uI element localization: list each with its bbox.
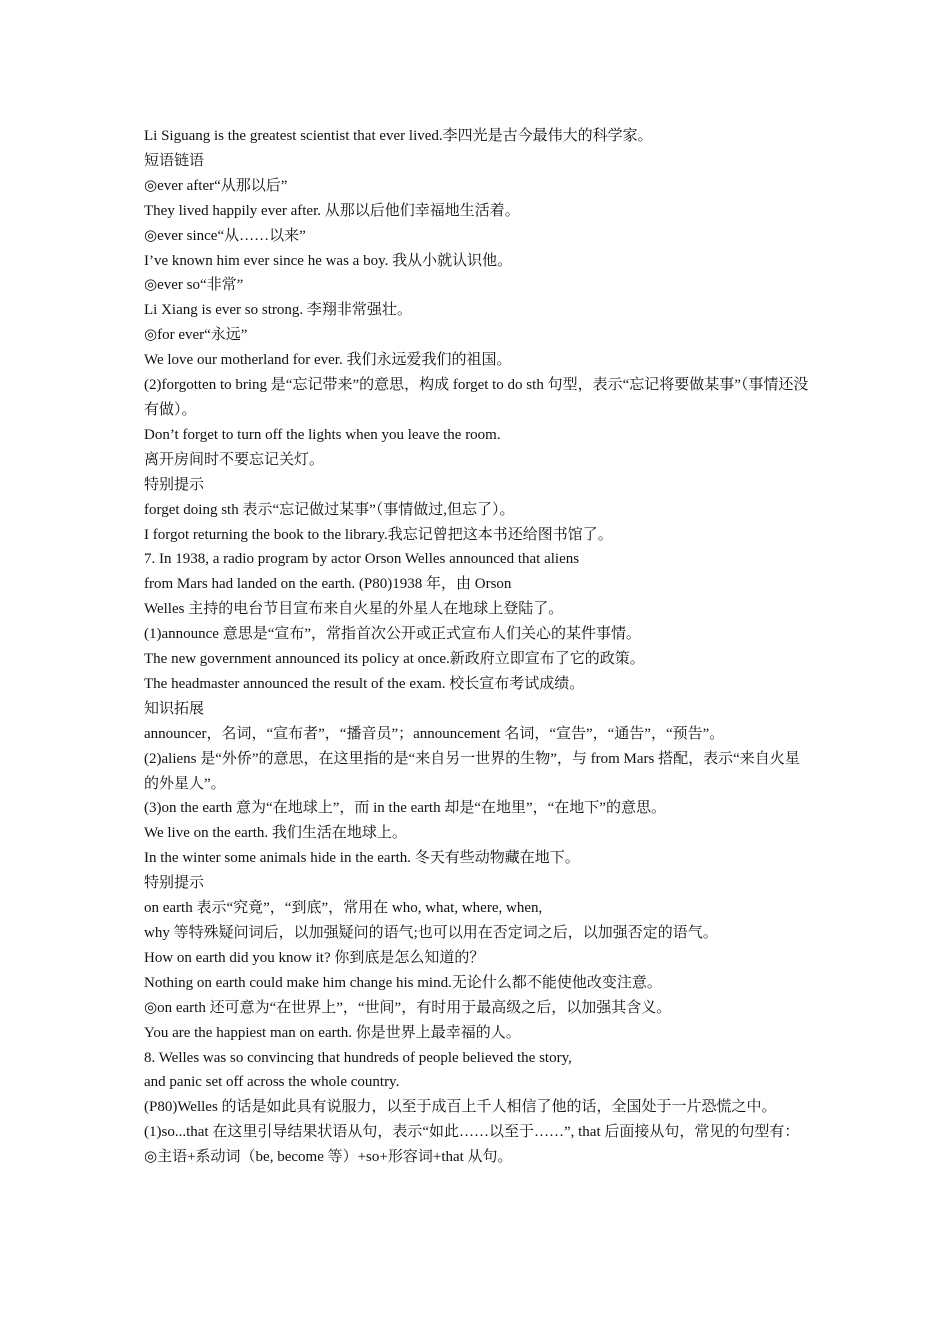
text-line: on earth 表示“究竟”，“到底”，常用在 who, what, where, when,	[144, 900, 543, 917]
example-sentence: I’ve known him ever since he was a boy. 我从小就认识他。	[144, 252, 513, 269]
explanation-paragraph: (1)so...that 在这里引导结果状语从句，表示“如此……以至于……”, that 后面接从句，常见的句型有：	[144, 1124, 800, 1141]
example-sentence: Nothing on earth could make him change his mind.无论什么都不能使他改变注意。	[144, 974, 662, 991]
translation-paragraph: (P80)Welles 的话是如此具有说服力，以至于成百上千人相信了他的话，全国处于一片恐慌之中。	[144, 1099, 777, 1116]
explanation-paragraph: (2)forgotten to bring 是“忘记带来”的意思，构成 forget to do sth 句型，表示“忘记将要做某事”（事情还没有做）。	[144, 377, 809, 418]
explanation-paragraph: (2)aliens 是“外侨”的意思，在这里指的是“来自另一世界的生物”，与 from Mars 搭配，表示“来自火星的外星人”。	[144, 750, 800, 792]
example-sentence: I forgot returning the book to the library.我忘记曾把这本书还给图书馆了。	[144, 526, 613, 543]
example-sentence: We love our motherland for ever. 我们永远爱我们的祖国。	[144, 352, 512, 369]
text-line: why 等特殊疑问词后，以加强疑问的语气;也可以用在否定词之后，以加强否定的语气。	[144, 925, 718, 941]
phrase-item: ◎ever after“从那以后”	[144, 177, 288, 194]
numbered-item: 7. In 1938, a radio program by actor Orson Welles announced that aliens	[144, 551, 580, 568]
phrase-item: ◎on earth 还可意为“在世界上”，“世间”，有时用于最高级之后，以加强其含义。	[144, 999, 672, 1016]
section-heading: 特别提示	[144, 476, 205, 493]
example-sentence: How on earth did you know it? 你到底是怎么知道的？	[144, 949, 485, 966]
document-body	[144, 124, 810, 1170]
text-line: and panic set off across the whole country.	[144, 1074, 400, 1091]
phrase-item: ◎主语+系动词（be, become 等）+so+形容词+that 从句。	[144, 1149, 513, 1166]
translation-line: 离开房间时不要忘记关灯。	[144, 451, 325, 468]
example-sentence: Li Xiang is ever so strong. 李翔非常强壮。	[144, 302, 412, 319]
explanation-paragraph: (3)on the earth 意为“在地球上”，而 in the earth 却是“在地里”，“在地下”的意思。	[144, 800, 666, 817]
section-heading: 特别提示	[144, 875, 205, 892]
example-sentence: They lived happily ever after. 从那以后他们幸福地生活着。	[144, 202, 520, 219]
example-sentence: Don’t forget to turn off the lights when you leave the room.	[144, 426, 501, 443]
example-sentence: You are the happiest man on earth. 你是世界上最幸福的人。	[144, 1024, 521, 1041]
text-line: Li Siguang is the greatest scientist that ever lived.李四光是古今最伟大的科学家。	[144, 128, 653, 144]
section-heading: 知识拓展	[144, 700, 205, 717]
phrase-item: ◎ever so“非常”	[144, 277, 244, 294]
example-sentence: We live on the earth. 我们生活在地球上。	[144, 825, 407, 842]
text-line: from Mars had landed on the earth. (P80)1938 年，由 Orson	[144, 576, 512, 593]
phrase-item: ◎ever since“从……以来”	[144, 227, 306, 244]
example-sentence: The headmaster announced the result of the exam. 校长宣布考试成绩。	[144, 675, 585, 692]
phrase-item: ◎for ever“永远”	[144, 327, 248, 344]
text-line: announcer，名词，“宣布者”，“播音员”；announcement 名词，“宣告”，“通告”，“预告”。	[144, 725, 725, 742]
explanation-paragraph: (1)announce 意思是“宣布”，常指首次公开或正式宣布人们关心的某件事情。	[144, 626, 642, 643]
text-line: forget doing sth 表示“忘记做过某事”（事情做过,但忘了）。	[144, 501, 515, 518]
translation-line: Welles 主持的电台节目宣布来自火星的外星人在地球上登陆了。	[144, 601, 564, 618]
section-heading: 短语链语	[144, 152, 205, 169]
example-sentence: In the winter some animals hide in the earth. 冬天有些动物藏在地下。	[144, 850, 580, 867]
example-sentence: The new government announced its policy at once.新政府立即宣布了它的政策。	[144, 651, 645, 668]
numbered-item: 8. Welles was so convincing that hundreds of people believed the story,	[144, 1049, 572, 1066]
